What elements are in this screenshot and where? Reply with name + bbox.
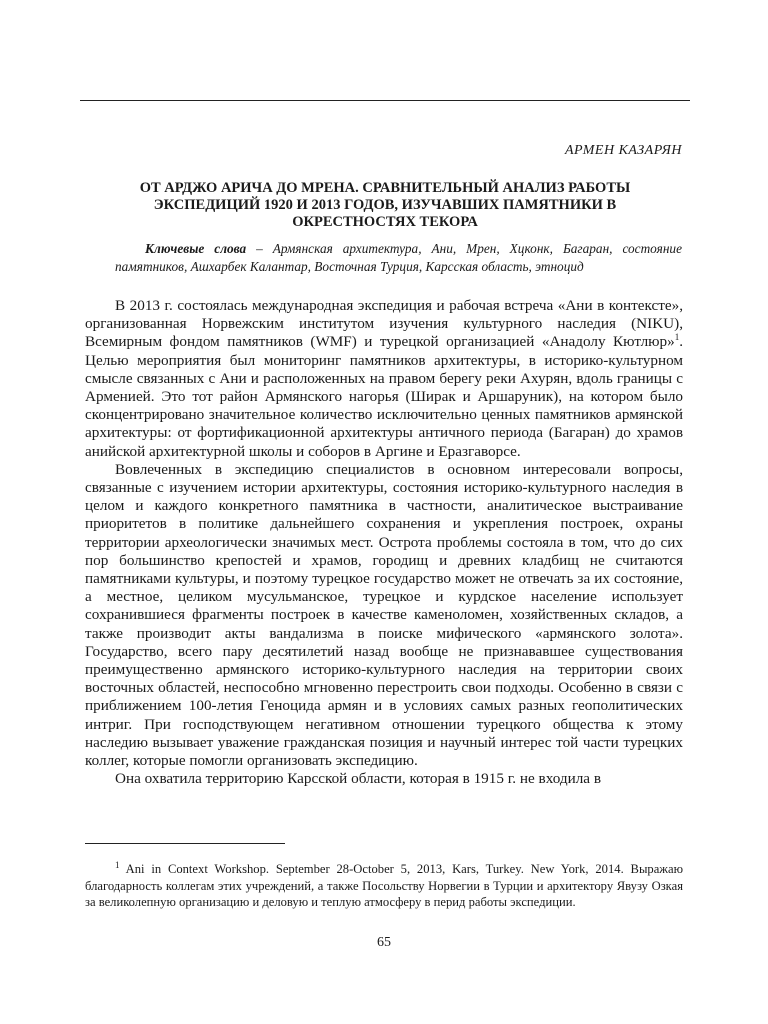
footnote [85, 861, 683, 911]
footnote-marker: 1 [115, 859, 120, 870]
footnote-rule [85, 843, 285, 844]
keywords-text: – Армянская архитектура, Ани, Мрен, Хцконк, Багаран, состояние памятников, Ашхарбек Калантар, Восточная Турция, Карсская область, этноцид [115, 241, 682, 274]
header-rule [80, 100, 690, 101]
footnote-text: Ani in Context Workshop. September 28-October 5, 2013, Kars, Turkey. New York, 2014. Выражаю благодарность коллегам этих учреждений, а также Посольству Норвегии в Турции и архитектору Явузу Озкая за великолепную организацию и деловую и теплую атмосферу в перид работы экспедиции. [85, 862, 683, 909]
keywords-label: Ключевые слова [145, 241, 247, 256]
paragraph-2-text: Вовлеченных в экспедицию специалистов в основном интересовали вопросы, связанные с изучением истории архитектуры, состояния историко-культурного наследия в целом и каждого конкретного памятника в частности, аналитическое выстраивание приоритетов в политике дальнейшего сохранения и укрепления построек, охраны территории археологически значимых мест. Острота проблемы состояла в том, что до сих пор большинство крепостей и храмов, городищ и древних кладбищ не считаются памятниками культуры, и поэтому турецкое государство может не отвечать за их состояние, а местное, целиком мусульманское, турецкое и курдское население использует сохранившиеся фрагменты построек в качестве каменоломен, хозяйственных складов, а также производит акты вандализма в поиске мифического «армянского золота». Государство, всего пару десятилетий назад вообще не признававшее существования преимущественно армянского историко-культурного наследия на территории своих восточных областей, неспособно мгновенно перестроить свои подходы. Особенно в связи с приближением 100-летия Геноцида армян и в условиях самых разных геополитических интриг. При господствующем негативном отношении турецкого общества к этому наследию вызывает уважение гражданская позиция и научный интерес той части турецких коллег, которые помогли организовать экспедицию. [85, 460, 683, 770]
paragraph-2 [85, 461, 683, 770]
article-body [85, 297, 683, 788]
paragraph-1 [85, 297, 683, 461]
paragraph-1-text-cont: . Целью мероприятия был мониторинг памятников архитектуры, в историко-культурном смысле связанных с Ани и расположенных на правом берегу реки Ахурян, вдоль границы с Арменией. Это тот район Армянского нагорья (Ширак и Аршаруник), на котором было сконцентрировано значительное количество исключительно ценных памятников армянской архитектуры: от фортификационной архитектуры античного периода (Багаран) до храмов анийской архитектурной школы и соборов в Аргине и Еразгаворсе. [85, 333, 683, 460]
page-number: 65 [377, 935, 391, 950]
footnote-reference: 1 [674, 332, 680, 343]
paragraph-1-text: В 2013 г. состоялась международная экспедиция и рабочая встреча «Ани в контексте», организованная Норвежским институтом изучения культурного наследия (NIKU), Всемирным фондом памятников (WMF) и турецкой организацией «Анадолу Кютлюр» [85, 297, 683, 351]
keywords-block [115, 240, 682, 276]
paragraph-3-text: Она охватила территорию Карсской области, которая в 1915 г. не входила в [115, 770, 602, 788]
article-title: ОТ АРДЖО АРИЧА ДО МРЕНА. СРАВНИТЕЛЬНЫЙ АНАЛИЗ РАБОТЫ ЭКСПЕДИЦИЙ 1920 И 2013 ГОДОВ, ИЗУЧАВШИХ ПАМЯТНИКИ В ОКРЕСТНОСТЯХ ТЕКОРА [139, 180, 631, 230]
author-name: АРМЕН КАЗАРЯН [565, 143, 682, 158]
paragraph-3 [85, 770, 683, 788]
